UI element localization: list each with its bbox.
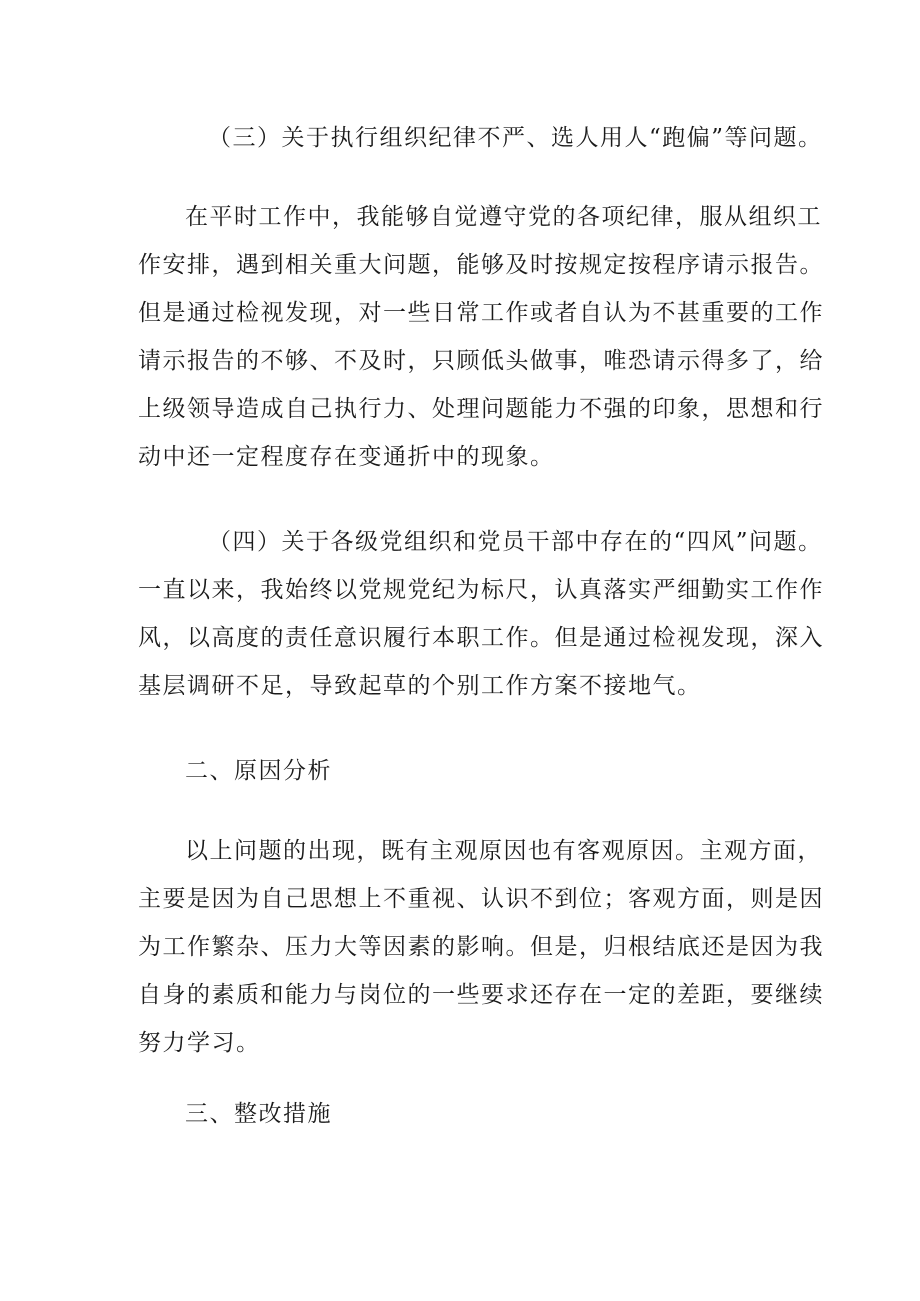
para-cause-line-5: 努力学习。 xyxy=(138,1030,261,1056)
section-4-line-3: 风，以高度的责任意识履行本职工作。但是通过检视发现，深入 xyxy=(138,625,824,651)
section-4-line-4: 基层调研不足，导致起草的个别工作方案不接地气。 xyxy=(138,673,702,699)
section-4-heading: （四）关于各级党组织和党员干部中存在的“四风”问题。 xyxy=(208,529,823,555)
para-3-line-4: 请示报告的不够、不及时，只顾低头做事，唯恐请示得多了，给 xyxy=(138,348,824,374)
para-3-line-6: 动中还一定程度存在变通折中的现象。 xyxy=(138,444,555,470)
heading-rectification-measures: 三、整改措施 xyxy=(185,1101,332,1127)
para-cause-line-4: 自身的素质和能力与岗位的一些要求还存在一定的差距，要继续 xyxy=(138,982,824,1008)
para-3-line-1: 在平时工作中，我能够自觉遵守党的各项纪律，服从组织工 xyxy=(185,204,822,230)
para-cause-line-2: 主要是因为自己思想上不重视、认识不到位；客观方面，则是因 xyxy=(138,886,824,912)
para-3-line-5: 上级领导造成自己执行力、处理问题能力不强的印象，思想和行 xyxy=(138,396,824,422)
section-3-heading: （三）关于执行组织纪律不严、选人用人“跑偏”等问题。 xyxy=(208,125,823,151)
para-cause-line-1: 以上问题的出现，既有主观原因也有客观原因。主观方面， xyxy=(185,838,822,864)
para-3-line-2: 作安排，遇到相关重大问题，能够及时按规定按程序请示报告。 xyxy=(138,252,824,278)
section-4-line-2: 一直以来，我始终以党规党纪为标尺，认真落实严细勤实工作作 xyxy=(138,577,824,603)
para-3-line-3: 但是通过检视发现，对一些日常工作或者自认为不甚重要的工作 xyxy=(138,300,824,326)
heading-cause-analysis: 二、原因分析 xyxy=(185,758,332,784)
para-cause-line-3: 为工作繁杂、压力大等因素的影响。但是，归根结底还是因为我 xyxy=(138,934,824,960)
